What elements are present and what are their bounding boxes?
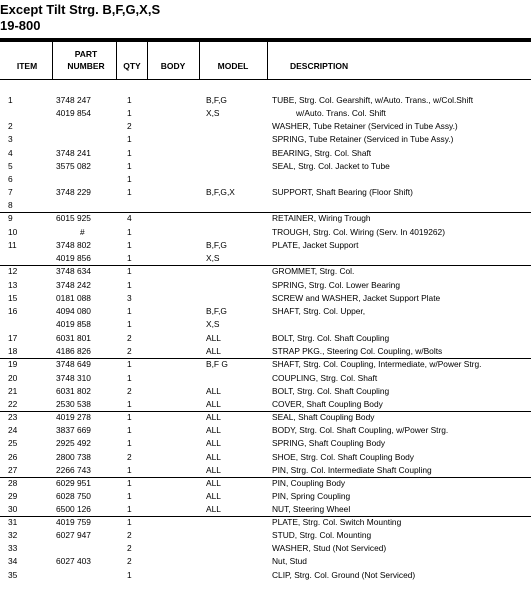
cell-part: 2925 492	[56, 438, 91, 448]
cell-part: 3748 802	[56, 240, 91, 250]
cell-qty: 3	[127, 293, 132, 303]
cell-model: X,S	[206, 108, 220, 118]
cell-item: 7	[8, 187, 13, 197]
cell-model: ALL	[206, 504, 221, 514]
cell-qty: 1	[127, 280, 132, 290]
cell-desc: SPRING, Tube Retainer (Serviced in Tube Assy.)	[272, 134, 454, 144]
cell-model: ALL	[206, 412, 221, 422]
cell-item: 31	[8, 517, 18, 527]
cell-model: ALL	[206, 346, 221, 356]
cell-qty: 1	[127, 570, 132, 580]
table-row	[0, 199, 531, 212]
cell-desc: GROMMET, Strg. Col.	[272, 266, 355, 276]
cell-item: 26	[8, 452, 18, 462]
cell-qty: 2	[127, 121, 132, 131]
cell-qty: 1	[127, 187, 132, 197]
cell-desc: SEAL, Strg. Col. Jacket to Tube	[272, 161, 390, 171]
table-row	[0, 212, 531, 225]
cell-desc: PLATE, Strg. Col. Switch Mounting	[272, 517, 402, 527]
cell-part: 6015 925	[56, 213, 91, 223]
cell-part: 2800 738	[56, 452, 91, 462]
table-row	[0, 239, 531, 252]
cell-desc: STUD, Strg. Col. Mounting	[272, 530, 372, 540]
cell-qty: 1	[127, 266, 132, 276]
cell-qty: 1	[127, 134, 132, 144]
table-row	[0, 173, 531, 186]
cell-model: ALL	[206, 452, 221, 462]
cell-item: 25	[8, 438, 18, 448]
cell-item: 13	[8, 280, 18, 290]
cell-item: 20	[8, 373, 18, 383]
header-part-line2: NUMBER	[67, 61, 105, 71]
cell-qty: 1	[127, 227, 132, 237]
cell-item: 2	[8, 121, 13, 131]
cell-item: 21	[8, 386, 18, 396]
cell-item: 12	[8, 266, 18, 276]
cell-qty: 1	[127, 108, 132, 118]
cell-part: 2266 743	[56, 465, 91, 475]
cell-desc: COUPLING, Strg. Col. Shaft	[272, 373, 378, 383]
cell-item: 17	[8, 333, 18, 343]
table-row	[0, 398, 531, 411]
cell-item: 15	[8, 293, 18, 303]
cell-item: 10	[8, 227, 18, 237]
cell-qty: 2	[127, 452, 132, 462]
cell-qty: 1	[127, 438, 132, 448]
cell-item: 22	[8, 399, 18, 409]
cell-desc: BOLT, Strg. Col. Shaft Coupling	[272, 333, 390, 343]
table-row	[0, 345, 531, 358]
cell-part: 6031 802	[56, 386, 91, 396]
cell-part: 6500 126	[56, 504, 91, 514]
cell-desc: BODY, Strg. Col. Shaft Coupling, w/Power Strg.	[272, 425, 449, 435]
cell-part: 3575 082	[56, 161, 91, 171]
cell-part: 4019 759	[56, 517, 91, 527]
header-part-line1: PART	[74, 49, 98, 59]
cell-part: 3837 669	[56, 425, 91, 435]
cell-item: 30	[8, 504, 18, 514]
cell-model: B,F,G	[206, 306, 227, 316]
cell-desc: Nut, Stud	[272, 556, 307, 566]
cell-qty: 1	[127, 412, 132, 422]
table-row	[0, 372, 531, 385]
cell-item: 24	[8, 425, 18, 435]
cell-qty: 2	[127, 333, 132, 343]
cell-desc: SHOE, Strg. Col. Shaft Coupling Body	[272, 452, 414, 462]
cell-part: #	[80, 227, 85, 237]
cell-qty: 2	[127, 530, 132, 540]
cell-item: 33	[8, 543, 18, 553]
cell-item: 9	[8, 213, 13, 223]
table-row	[0, 318, 531, 331]
cell-desc: SEAL, Shaft Coupling Body	[272, 412, 375, 422]
cell-item: 34	[8, 556, 18, 566]
table-row	[0, 107, 531, 120]
cell-qty: 1	[127, 253, 132, 263]
table-row	[0, 477, 531, 490]
cell-desc: SUPPORT, Shaft Bearing (Floor Shift)	[272, 187, 413, 197]
cell-model: ALL	[206, 478, 221, 488]
cell-item: 29	[8, 491, 18, 501]
cell-desc: WASHER, Stud (Not Serviced)	[272, 543, 387, 553]
cell-qty: 1	[127, 319, 132, 329]
cell-part: 6027 947	[56, 530, 91, 540]
cell-part: 3748 247	[56, 95, 91, 105]
table-row	[0, 411, 531, 424]
cell-part: 4094 080	[56, 306, 91, 316]
table-row	[0, 385, 531, 398]
table-row	[0, 490, 531, 503]
table-row	[0, 437, 531, 450]
cell-qty: 1	[127, 359, 132, 369]
cell-model: ALL	[206, 399, 221, 409]
cell-part: 3748 649	[56, 359, 91, 369]
cell-desc: SCREW and WASHER, Jacket Support Plate	[272, 293, 441, 303]
cell-part: 3748 634	[56, 266, 91, 276]
header-description: DESCRIPTION	[290, 61, 349, 71]
cell-model: ALL	[206, 491, 221, 501]
cell-part: 0181 088	[56, 293, 91, 303]
table-row	[0, 542, 531, 555]
table-row	[0, 358, 531, 371]
table-row	[0, 186, 531, 199]
cell-qty: 1	[127, 240, 132, 250]
header-qty: QTY	[123, 61, 141, 71]
cell-item: 4	[8, 148, 13, 158]
cell-part: 3748 310	[56, 373, 91, 383]
table-row	[0, 120, 531, 133]
cell-model: B,F,G,X	[206, 187, 235, 197]
cell-desc: BOLT, Strg. Col. Shaft Coupling	[272, 386, 390, 396]
cell-desc: CLIP, Strg. Col. Ground (Not Serviced)	[272, 570, 416, 580]
cell-qty: 1	[127, 517, 132, 527]
cell-desc: PIN, Strg. Col. Intermediate Shaft Coupling	[272, 465, 432, 475]
cell-item: 5	[8, 161, 13, 171]
cell-desc: COVER, Shaft Coupling Body	[272, 399, 383, 409]
table-row	[0, 226, 531, 239]
cell-qty: 1	[127, 465, 132, 475]
cell-desc: NUT, Steering Wheel	[272, 504, 351, 514]
cell-model: X,S	[206, 253, 220, 263]
cell-part: 4186 826	[56, 346, 91, 356]
cell-desc: TUBE, Strg. Col. Gearshift, w/Auto. Trans., w/Col.Shift	[272, 95, 474, 105]
table-row	[0, 332, 531, 345]
header-item: ITEM	[16, 61, 38, 71]
table-row	[0, 305, 531, 318]
cell-desc: RETAINER, Wiring Trough	[272, 213, 371, 223]
cell-model: B,F,G	[206, 95, 227, 105]
cell-desc: PLATE, Jacket Support	[272, 240, 359, 250]
cell-item: 23	[8, 412, 18, 422]
table-row	[0, 265, 531, 278]
cell-desc: SHAFT, Strg. Col. Upper,	[272, 306, 366, 316]
cell-qty: 1	[127, 478, 132, 488]
table-row	[0, 503, 531, 516]
cell-model: ALL	[206, 438, 221, 448]
cell-desc: SPRING, Shaft Coupling Body	[272, 438, 386, 448]
cell-qty: 1	[127, 425, 132, 435]
cell-qty: 2	[127, 346, 132, 356]
cell-item: 19	[8, 359, 18, 369]
cell-desc: PIN, Spring Coupling	[272, 491, 351, 501]
cell-model: B,F G	[206, 359, 228, 369]
cell-qty: 1	[127, 161, 132, 171]
cell-qty: 1	[127, 174, 132, 184]
document-title: Except Tilt Strg. B,F,G,X,S	[0, 2, 161, 17]
cell-model: ALL	[206, 333, 221, 343]
cell-qty: 1	[127, 373, 132, 383]
cell-item: 18	[8, 346, 18, 356]
cell-model: B,F,G	[206, 240, 227, 250]
table-row	[0, 147, 531, 160]
cell-desc: WASHER, Tube Retainer (Serviced in Tube Assy.)	[272, 121, 458, 131]
cell-desc: TROUGH, Strg. Col. Wiring (Serv. In 4019262)	[272, 227, 445, 237]
table-row	[0, 94, 531, 107]
cell-model: ALL	[206, 425, 221, 435]
cell-qty: 1	[127, 399, 132, 409]
cell-qty: 1	[127, 491, 132, 501]
cell-item: 16	[8, 306, 18, 316]
cell-part: 3748 242	[56, 280, 91, 290]
cell-qty: 1	[127, 504, 132, 514]
table-row	[0, 279, 531, 292]
cell-item: 35	[8, 570, 18, 580]
cell-part: 3748 229	[56, 187, 91, 197]
cell-item: 11	[8, 240, 17, 250]
cell-part: 4019 278	[56, 412, 91, 422]
cell-desc: SPRING, Strg. Col. Lower Bearing	[272, 280, 401, 290]
document-subtitle: 19-800	[0, 18, 41, 33]
cell-desc: BEARING, Strg. Col. Shaft	[272, 148, 372, 158]
cell-qty: 2	[127, 386, 132, 396]
table-row	[0, 133, 531, 146]
cell-item: 3	[8, 134, 13, 144]
cell-desc: w/Auto. Trans. Col. Shift	[296, 108, 386, 118]
cell-part: 3748 241	[56, 148, 91, 158]
cell-item: 27	[8, 465, 18, 475]
table-row	[0, 569, 531, 582]
table-row	[0, 529, 531, 542]
cell-qty: 4	[127, 213, 132, 223]
cell-item: 1	[8, 95, 13, 105]
cell-part: 6029 951	[56, 478, 91, 488]
table-row	[0, 292, 531, 305]
cell-desc: SHAFT, Strg. Col. Coupling, Intermediate, w/Power Strg.	[272, 359, 482, 369]
table-row	[0, 555, 531, 568]
table-row	[0, 424, 531, 437]
cell-part: 4019 856	[56, 253, 91, 263]
cell-qty: 2	[127, 556, 132, 566]
cell-model: ALL	[206, 386, 221, 396]
header-model: MODEL	[217, 61, 249, 71]
cell-model: X,S	[206, 319, 220, 329]
cell-item: 28	[8, 478, 18, 488]
cell-qty: 1	[127, 95, 132, 105]
cell-part: 4019 858	[56, 319, 91, 329]
table-row	[0, 160, 531, 173]
cell-desc: PIN, Coupling Body	[272, 478, 346, 488]
cell-qty: 1	[127, 148, 132, 158]
cell-part: 4019 854	[56, 108, 91, 118]
table-row	[0, 451, 531, 464]
table-row	[0, 464, 531, 477]
cell-item: 6	[8, 174, 13, 184]
cell-part: 6028 750	[56, 491, 91, 501]
table-row	[0, 252, 531, 265]
cell-qty: 2	[127, 543, 132, 553]
cell-desc: STRAP PKG., Steering Col. Coupling, w/Bolts	[272, 346, 443, 356]
cell-part: 6027 403	[56, 556, 91, 566]
cell-item: 32	[8, 530, 18, 540]
header-body: BODY	[160, 61, 186, 71]
cell-model: ALL	[206, 465, 221, 475]
table-row	[0, 516, 531, 529]
cell-part: 6031 801	[56, 333, 91, 343]
cell-part: 2530 538	[56, 399, 91, 409]
cell-qty: 1	[127, 306, 132, 316]
cell-item: 8	[8, 200, 13, 210]
